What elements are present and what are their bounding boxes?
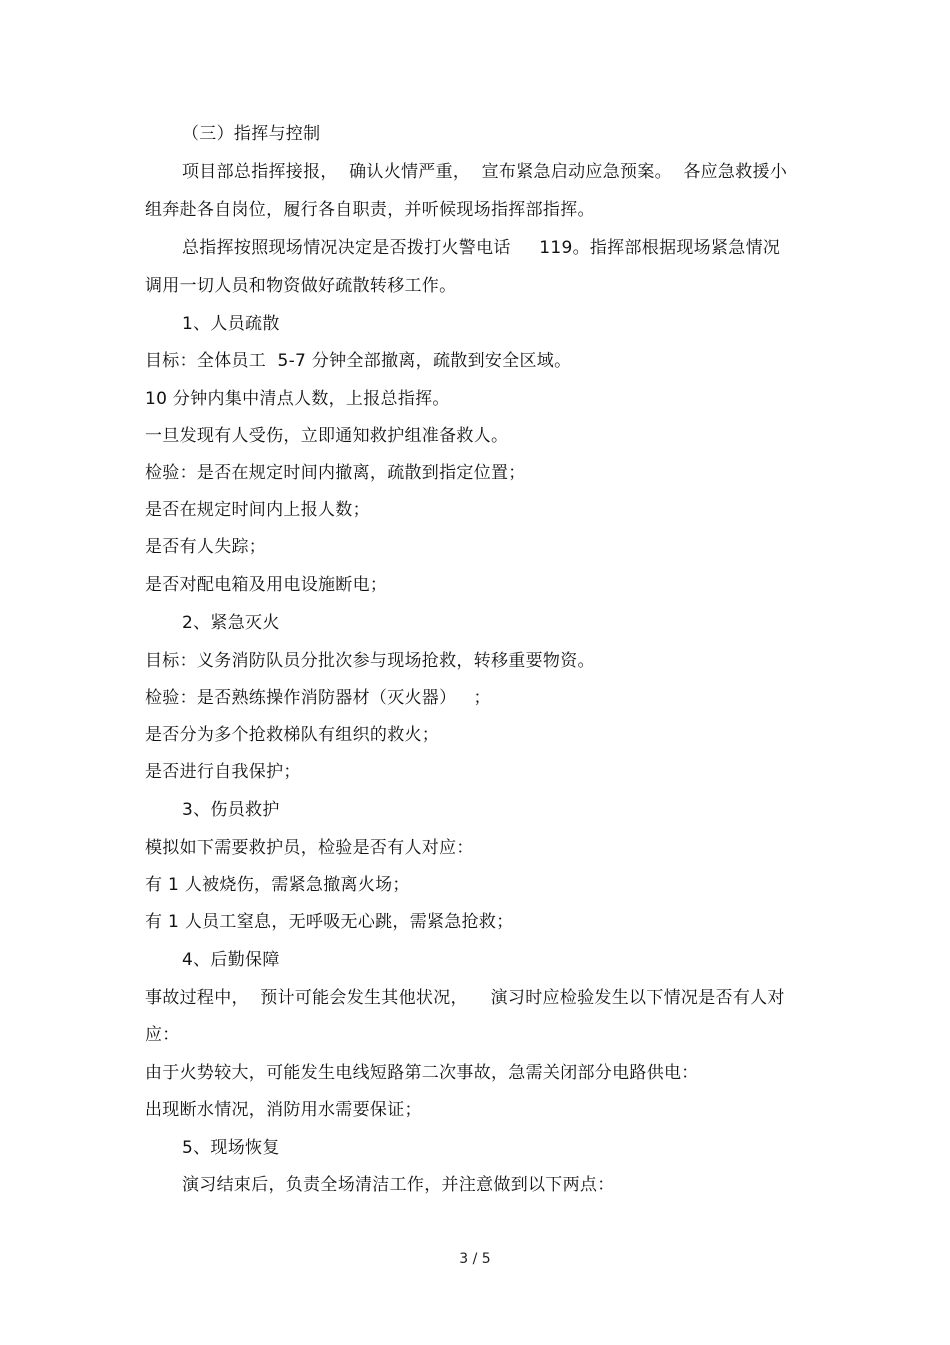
paragraph-line: 调用一切人员和物资做好疏散转移工作。 xyxy=(145,276,457,296)
paragraph-line: 检验：是否在规定时间内撤离，疏散到指定位置； xyxy=(145,463,526,483)
paragraph-line: 是否对配电箱及用电设施断电； xyxy=(145,575,388,595)
paragraph-line: 组奔赴各自岗位，履行各自职责，并听候现场指挥部指挥。 xyxy=(145,200,595,220)
paragraph-line: 总指挥按照现场情况决定是否拨打火警电话 119。指挥部根据现场紧急情况 xyxy=(182,238,781,258)
section-heading: （三）指挥与控制 xyxy=(182,124,321,144)
paragraph-line: 是否有人失踪； xyxy=(145,537,267,557)
paragraph-line: 一旦发现有人受伤，立即通知救护组准备救人。 xyxy=(145,426,509,446)
paragraph-line: 由于火势较大，可能发生电线短路第二次事故，急需关闭部分电路供电： xyxy=(145,1063,699,1083)
subsection-heading: 1、人员疏散 xyxy=(182,314,280,334)
subsection-heading: 3、伤员救护 xyxy=(182,800,280,820)
page-number: 3 / 5 xyxy=(459,1251,491,1267)
paragraph-line: 是否在规定时间内上报人数； xyxy=(145,500,370,520)
paragraph-line: 目标：全体员工 5-7 分钟全部撤离，疏散到安全区域。 xyxy=(145,351,572,371)
paragraph-line: 出现断水情况，消防用水需要保证； xyxy=(145,1100,422,1120)
paragraph-line: 检验：是否熟练操作消防器材（灭火器） ； xyxy=(145,688,491,708)
paragraph-line: 应： xyxy=(145,1025,180,1045)
paragraph-line: 模拟如下需要救护员，检验是否有人对应： xyxy=(145,838,474,858)
subsection-heading: 4、后勤保障 xyxy=(182,950,280,970)
paragraph-line: 10 分钟内集中清点人数，上报总指挥。 xyxy=(145,389,450,409)
subsection-heading: 5、现场恢复 xyxy=(182,1138,280,1158)
paragraph-line: 目标：义务消防队员分批次参与现场抢救，转移重要物资。 xyxy=(145,651,595,671)
paragraph-line: 演习结束后，负责全场清洁工作，并注意做到以下两点： xyxy=(182,1175,615,1195)
paragraph-line: 是否进行自我保护； xyxy=(145,762,301,782)
paragraph-line: 事故过程中， 预计可能会发生其他状况， 演习时应检验发生以下情况是否有人对 xyxy=(145,988,785,1008)
paragraph-line: 项目部总指挥接报， 确认火情严重， 宣布紧急启动应急预案。 各应急救援小 xyxy=(182,162,788,182)
paragraph-line: 有 1 人被烧伤，需紧急撤离火场； xyxy=(145,875,410,895)
subsection-heading: 2、紧急灭火 xyxy=(182,613,280,633)
paragraph-line: 有 1 人员工窒息，无呼吸无心跳，需紧急抢救； xyxy=(145,912,514,932)
paragraph-line: 是否分为多个抢救梯队有组织的救火； xyxy=(145,725,440,745)
